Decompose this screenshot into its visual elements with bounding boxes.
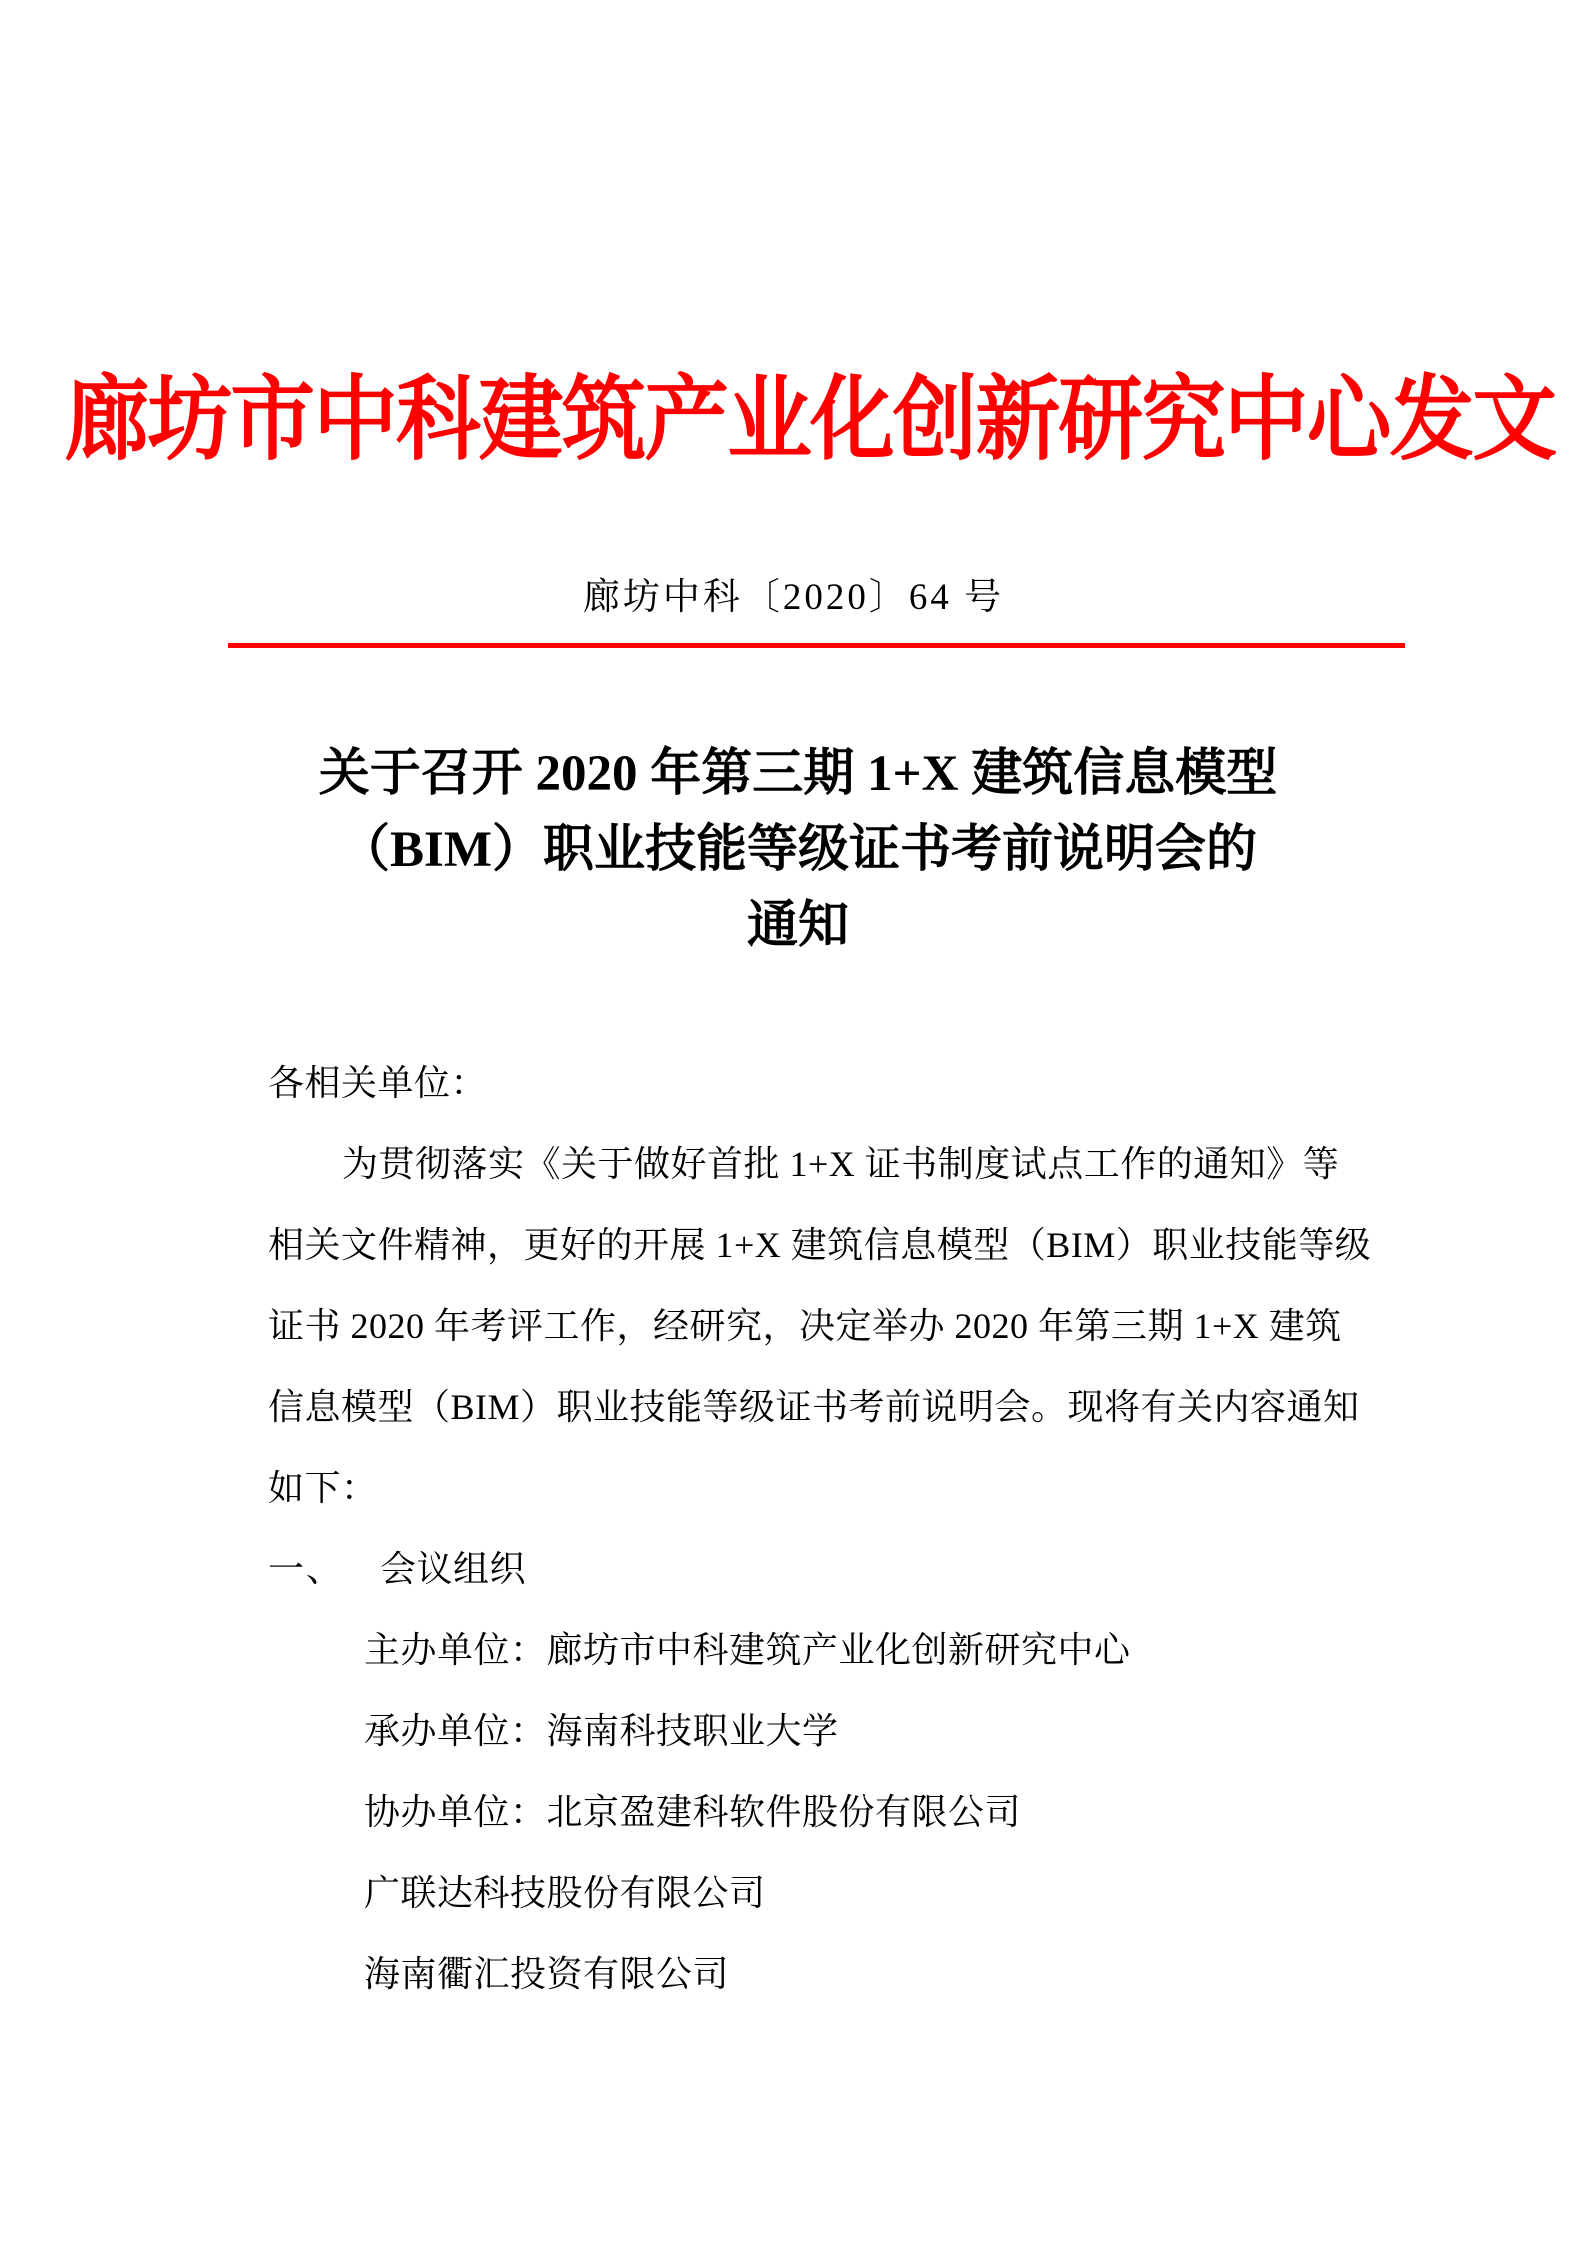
section-title-1: 会议组织 xyxy=(380,1549,527,1589)
paragraph-1-line-2: 相关文件精神，更好的开展 1+X 建筑信息模型（BIM）职业技能等级 xyxy=(268,1225,1372,1265)
red-separator-rule xyxy=(228,643,1405,648)
paragraph-1-line-1: 为贯彻落实《关于做好首批 1+X 证书制度试点工作的通知》等 xyxy=(342,1144,1340,1184)
paragraph-1-line-4: 信息模型（BIM）职业技能等级证书考前说明会。现将有关内容通知 xyxy=(268,1387,1360,1427)
paragraph-1-line-5: 如下： xyxy=(268,1468,378,1508)
title-line-2: （BIM）职业技能等级证书考前说明会的 xyxy=(338,822,1257,878)
document-number: 廊坊中科〔2020〕64 号 xyxy=(582,577,1005,618)
organizer-unit-line: 承办单位：海南科技职业大学 xyxy=(364,1711,839,1751)
paragraph-1-line-3: 证书 2020 年考评工作，经研究，决定举办 2020 年第三期 1+X 建筑 xyxy=(268,1306,1342,1346)
title-line-3: 通知 xyxy=(746,898,849,954)
document-title xyxy=(233,736,1363,964)
document-body xyxy=(268,1043,1372,2015)
salutation: 各相关单位： xyxy=(268,1063,488,1103)
coorganizer-unit-line-2: 广联达科技股份有限公司 xyxy=(364,1873,766,1913)
coorganizer-unit-line: 协办单位：北京盈建科软件股份有限公司 xyxy=(364,1792,1022,1832)
letterhead xyxy=(0,369,1587,471)
section-number-1: 一、 xyxy=(268,1549,345,1589)
host-unit-line: 主办单位：廊坊市中科建筑产业化创新研究中心 xyxy=(364,1630,1131,1670)
title-line-1: 关于召开 2020 年第三期 1+X 建筑信息模型 xyxy=(318,746,1278,802)
letterhead-title: 廊坊市中科建筑产业化创新研究中心发文 xyxy=(64,369,1556,471)
coorganizer-unit-line-3: 海南衢汇投资有限公司 xyxy=(364,1954,730,1994)
section-heading-1 xyxy=(268,1529,1363,1610)
